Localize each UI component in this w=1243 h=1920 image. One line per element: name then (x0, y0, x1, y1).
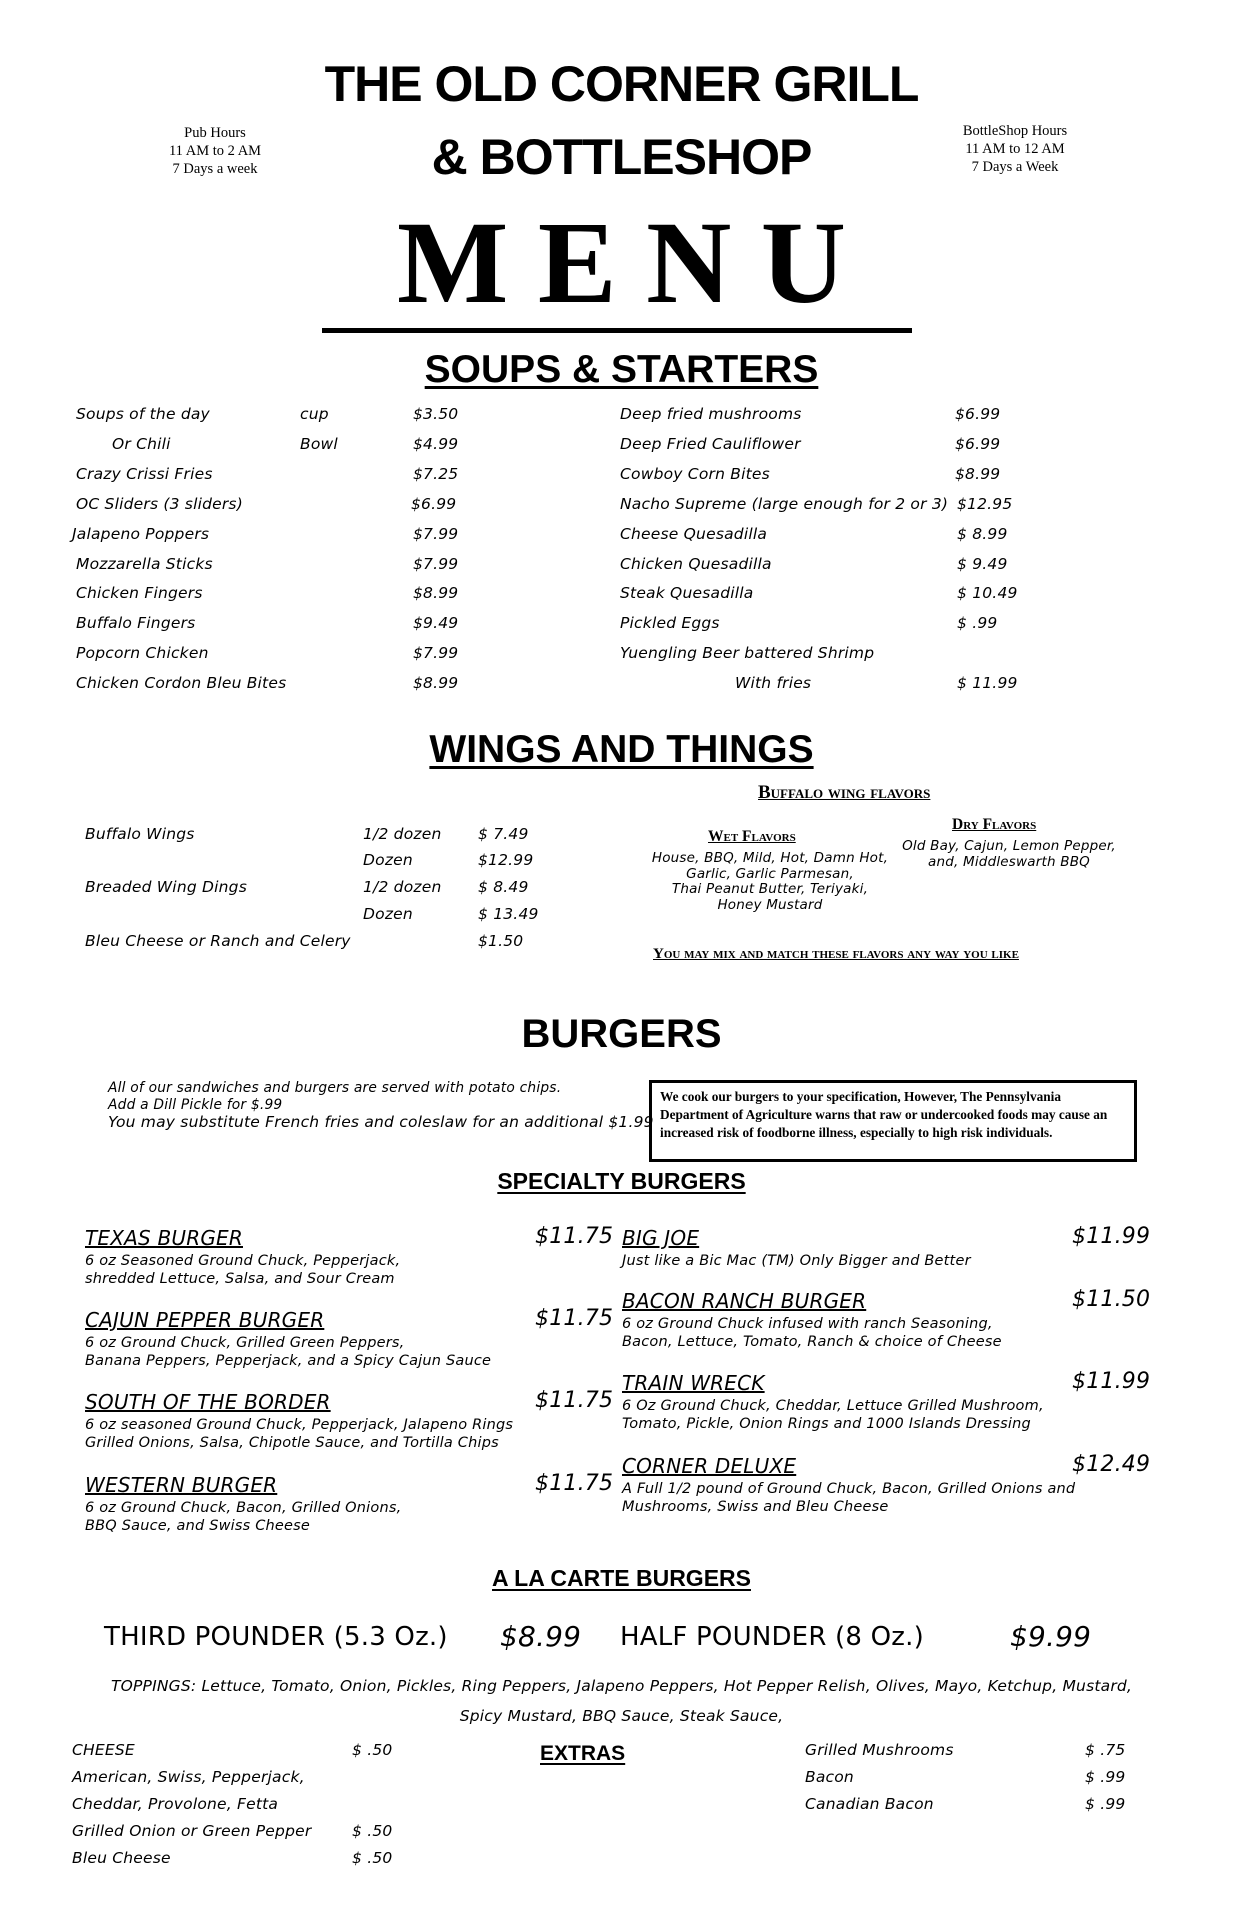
list-item: Mozzarella Sticks $7.99 (76, 555, 459, 573)
pub-hours-title: Pub Hours (184, 125, 246, 141)
burgers-heading: BURGERS (521, 1012, 722, 1056)
bottleshop-hours (925, 122, 1105, 176)
third-pounder-price: $8.99 (500, 1620, 582, 1653)
burger-name: CORNER DELUXE (622, 1454, 797, 1478)
restaurant-name-line1: THE OLD CORNER GRILL (324, 56, 919, 112)
chips-note: All of our sandwiches and burgers are served with potato chips. (108, 1080, 562, 1096)
burger-name: TRAIN WRECK (622, 1371, 765, 1395)
restaurant-name-line2: & BOTTLESHOP (431, 129, 812, 185)
list-item: Buffalo Wings 1/2 dozen $ 7.49 (85, 825, 529, 843)
burger-price: $11.75 (535, 1306, 614, 1331)
list-item: Bacon $ .99 (805, 1768, 1126, 1786)
wings-heading: WINGS AND THINGS (429, 728, 814, 771)
extras-right (0, 1741, 1243, 1831)
list-item: Deep fried mushrooms $6.99 (620, 405, 1001, 423)
alacarte-heading: A LA CARTE BURGERS (492, 1565, 751, 1591)
burger-train-wreck (622, 1371, 1152, 1433)
burger-price: $12.49 (1072, 1452, 1151, 1477)
list-item: Pickled Eggs $ .99 (620, 614, 998, 632)
pickle-note: Add a Dill Pickle for $.99 (108, 1097, 283, 1113)
list-item: Chicken Cordon Bleu Bites $8.99 (76, 674, 459, 692)
list-item: Popcorn Chicken $7.99 (76, 644, 459, 662)
list-item: CHEESE $ .50 (72, 1741, 393, 1759)
list-item: American, Swiss, Pepperjack, (72, 1768, 305, 1786)
list-item: Jalapeno Poppers $7.99 (72, 525, 459, 543)
list-item: Chicken Quesadilla $ 9.49 (620, 555, 1008, 573)
burger-description: Just like a Bic Mac (TM) Only Bigger and Better (622, 1253, 971, 1269)
burger-description: 6 oz Seasoned Ground Chuck, Pepperjack, shredded Lettuce, Salsa, and Sour Cream (85, 1253, 401, 1287)
burger-big-joe (622, 1226, 1152, 1270)
specialty-burgers-right (0, 1226, 1243, 1546)
burger-price: $11.75 (535, 1388, 614, 1413)
pub-hours-time: 11 AM to 2 AM (168, 143, 262, 159)
bottleshop-hours-time: 11 AM to 12 AM (965, 141, 1065, 157)
half-pounder: HALF POUNDER (8 Oz.) (620, 1622, 924, 1652)
burger-name: WESTERN BURGER (85, 1473, 278, 1497)
list-item: Nacho Supreme (large enough for 2 or 3) $12.95 (620, 495, 1013, 513)
burger-name: BIG JOE (622, 1226, 700, 1250)
substitute-note: You may substitute French fries and coleslaw for an additional $1.99 (108, 1113, 654, 1131)
list-item: Deep Fried Cauliflower $6.99 (620, 435, 1001, 453)
list-item: Bleu Cheese or Ranch and Celery $1.50 (85, 932, 524, 950)
burger-price: $11.50 (1072, 1287, 1151, 1312)
burger-description: 6 oz Ground Chuck, Bacon, Grilled Onions, BBQ Sauce, and Swiss Cheese (85, 1500, 402, 1534)
burger-name: TEXAS BURGER (85, 1226, 243, 1250)
list-item: Dozen $12.99 (363, 851, 534, 869)
burger-name: SOUTH OF THE BORDER (85, 1390, 331, 1414)
soups-right-list (0, 405, 1243, 705)
list-item: Soups of the day cup $3.50 (76, 405, 459, 423)
wet-flavors-list: House, BBQ, Mild, Hot, Damn Hot, Garlic, Garlic Parmesan, Thai Peanut Butter, Teriyaki, Honey Mustard (651, 850, 889, 913)
burger-description: 6 oz seasoned Ground Chuck, Pepperjack, Jalapeno Rings Grilled Onions, Salsa, Chipotle Sauce, and Tortilla Chips (85, 1417, 514, 1451)
list-item: Crazy Crissi Fries $7.25 (76, 465, 459, 483)
burger-price: $11.75 (535, 1224, 614, 1249)
list-item: Cheddar, Provolone, Fetta (72, 1795, 279, 1813)
pub-hours (135, 124, 295, 178)
list-item: Yuengling Beer battered Shrimp (620, 644, 875, 662)
bottleshop-hours-title: BottleShop Hours (962, 123, 1068, 139)
burger-price: $11.99 (1072, 1369, 1151, 1394)
burger-bacon-ranch (622, 1289, 1152, 1351)
list-item: Dozen $ 13.49 (363, 905, 539, 923)
soups-starters-heading: SOUPS & STARTERS (424, 348, 819, 391)
menu-word: M E N U (396, 197, 846, 328)
burger-price: $11.99 (1072, 1224, 1151, 1249)
wings-list (0, 825, 560, 965)
extras-heading: EXTRAS (540, 1742, 626, 1765)
half-pounder-price: $9.99 (1010, 1620, 1092, 1653)
list-item: Cheese Quesadilla $ 8.99 (620, 525, 1008, 543)
list-item: Or Chili Bowl $4.99 (112, 435, 459, 453)
burger-description: 6 oz Ground Chuck infused with ranch Seasoning, Bacon, Lettuce, Tomato, Ranch & choice of Cheese (622, 1316, 1002, 1350)
list-item: Grilled Mushrooms $ .75 (805, 1741, 1126, 1759)
list-item: OC Sliders (3 sliders) $6.99 (76, 495, 457, 513)
burger-price: $11.75 (535, 1471, 614, 1496)
menu-underline (322, 328, 912, 333)
pub-hours-days: 7 Days a week (172, 161, 258, 177)
list-item: Chicken Fingers $8.99 (76, 584, 459, 602)
list-item: Buffalo Fingers $9.49 (76, 614, 459, 632)
dry-flavors-list: Old Bay, Cajun, Lemon Pepper, and, Middleswarth BBQ (902, 838, 1116, 870)
burger-notes (108, 1080, 654, 1131)
burger-description: 6 oz Ground Chuck, Grilled Green Peppers, Banana Peppers, Pepperjack, and a Spicy Cajun Sauce (85, 1335, 492, 1369)
dry-flavors-heading: Dry Flavors (952, 816, 1037, 833)
mix-flavors-note: You may mix and match these flavors any way you like (653, 946, 1019, 962)
list-item: With fries $ 11.99 (735, 674, 1018, 692)
list-item: Steak Quesadilla $ 10.49 (620, 584, 1018, 602)
list-item: Cowboy Corn Bites $8.99 (620, 465, 1001, 483)
burger-corner-deluxe (622, 1454, 1152, 1516)
toppings-line-2: Spicy Mustard, BBQ Sauce, Steak Sauce, (459, 1707, 784, 1725)
list-item: Bleu Cheese $ .50 (72, 1849, 393, 1867)
bottleshop-hours-days: 7 Days a Week (971, 159, 1059, 175)
wing-flavors-heading: Buffalo wing flavors (758, 782, 931, 803)
toppings-line-1: TOPPINGS: Lettuce, Tomato, Onion, Pickles, Ring Peppers, Jalapeno Peppers, Hot Pepper Relish, Olives, Mayo, Ketchup, Mustard, (110, 1677, 1133, 1695)
wet-flavors-heading: Wet Flavors (708, 828, 796, 845)
list-item: Canadian Bacon $ .99 (805, 1795, 1126, 1813)
third-pounder: THIRD POUNDER (5.3 Oz.) (104, 1622, 448, 1652)
burger-name: BACON RANCH BURGER (622, 1289, 867, 1313)
burger-description: A Full 1/2 pound of Ground Chuck, Bacon, Grilled Onions and Mushrooms, Swiss and Bleu Cheese (622, 1481, 1076, 1515)
list-item: Breaded Wing Dings 1/2 dozen $ 8.49 (85, 878, 529, 896)
burger-description: 6 Oz Ground Chuck, Cheddar, Lettuce Grilled Mushroom, Tomato, Pickle, Onion Rings and 1000 Islands Dressing (622, 1398, 1044, 1432)
burger-name: CAJUN PEPPER BURGER (85, 1308, 325, 1332)
food-safety-warning: We cook our burgers to your specification, However, The Pennsylvania Department of Agriculture warns that raw or undercooked foods may cause an increased risk of foodborne illness, especially to high risk individuals. (649, 1080, 1137, 1162)
specialty-burgers-heading: SPECIALTY BURGERS (497, 1168, 746, 1194)
list-item: Grilled Onion or Green Pepper $ .50 (72, 1822, 393, 1840)
